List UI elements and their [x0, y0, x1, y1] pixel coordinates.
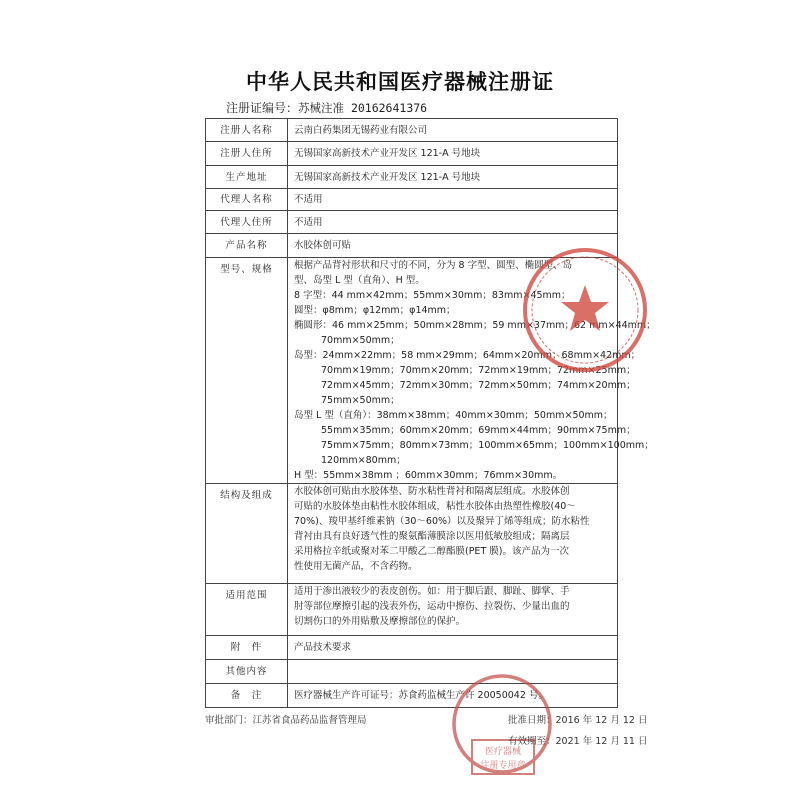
label-attachment: 附 件: [206, 636, 288, 660]
label-product-name: 产品名称: [206, 234, 288, 258]
scope-line: 适用于渗出液较少的表皮创伤。如：用于脚后跟、脚趾、脚掌、手: [294, 586, 570, 597]
value-production-address: 无锡国家高新技术产业开发区 121-A 号地块: [288, 166, 618, 189]
company-seal: [520, 245, 650, 375]
scope-line: 肘等部位摩擦引起的浅表外伤，运动中擦伤、拉裂伤、少量出血的: [294, 601, 570, 612]
row-scope: [206, 584, 618, 636]
models-line: 72mm×45mm；72mm×30mm；72mm×50mm；74mm×20mm；: [321, 380, 636, 391]
models-line: 75mm×75mm；80mm×73mm；100mm×65mm；100mm×100mm；: [321, 440, 654, 451]
structure-line: 性使用无菌产品，不含药物。: [294, 561, 418, 572]
structure-line: 水胶体创可贴由水胶体垫、防水粘性背衬和隔离层组成。水胶体创: [294, 486, 570, 497]
structure-line: 可贴的水胶体垫由粘性水胶体组成，粘性水胶体由热塑性橡胶(40～: [294, 501, 576, 512]
registration-seal: [450, 668, 554, 786]
valid-until: 有效期至：2021 年 12 月 11 日: [508, 736, 648, 747]
structure-line: 背衬由具有良好透气性的聚氨酯薄膜涂以医用低敏胶组成；隔离层: [294, 531, 570, 542]
models-line: 70mm×50mm；: [321, 335, 400, 346]
structure-line: 70%)、羧甲基纤维素钠（30～60%）以及聚异丁烯等组成；防水粘性: [294, 516, 590, 527]
row-agent-name: [206, 189, 618, 211]
row-registrant-address: [206, 142, 618, 166]
models-line: 8 字型：44 mm×42mm；55mm×30mm；83mm×45mm；: [294, 290, 571, 301]
approval-date: 批准日期：2016 年 12 月 12 日: [508, 715, 648, 726]
row-production-address: [206, 166, 618, 189]
models-line: 75mm×50mm；: [321, 395, 400, 406]
row-attachment: [206, 636, 618, 660]
label-agent-name: 代理人名称: [206, 189, 288, 211]
label-structure: 结构及组成: [206, 484, 288, 584]
value-attachment: 产品技术要求: [288, 636, 618, 660]
label-agent-address: 代理人住所: [206, 211, 288, 234]
models-line: 椭圆形：46 mm×25mm；50mm×28mm；59 mm×37mm；62 mm×44mm；: [294, 320, 656, 331]
value-agent-name: 不适用: [288, 189, 618, 211]
registration-table: [205, 118, 656, 708]
value-product-name: 水胶体创可贴: [288, 234, 618, 258]
row-agent-address: [206, 211, 618, 234]
label-other: 其他内容: [206, 660, 288, 684]
models-line: 岛型 L 型（直角）：38mm×38mm；40mm×30mm；50mm×50mm；: [294, 410, 613, 421]
models-line: 120mm×80mm；: [321, 455, 406, 466]
row-structure: [206, 484, 618, 584]
registration-number: [226, 99, 427, 116]
label-registrant-address: 注册人住所: [206, 142, 288, 166]
value-registrant-address: 无锡国家高新技术产业开发区 121-A 号地块: [288, 142, 618, 166]
value-remarks: 医疗器械生产许可证号：苏食药监械生产许 20050042 号。: [288, 684, 618, 708]
models-line: 55mm×35mm；60mm×20mm；69mm×44mm；90mm×75mm；: [321, 425, 636, 436]
label-production-address: 生产地址: [206, 166, 288, 189]
models-line: H 型：55mm×38mm ；60mm×30mm；76mm×30mm。: [294, 470, 563, 481]
reg-seal-text-2: 注册专用章: [480, 761, 526, 771]
models-line: 岛型：24mm×22mm；58 mm×29mm；64mm×20mm；68mm×42mm；: [294, 350, 641, 361]
value-agent-address: 不适用: [288, 211, 618, 234]
models-line: 圆型：φ8mm；φ12mm；φ14mm；: [294, 305, 456, 316]
row-remarks: [206, 684, 618, 708]
label-models: 型号、规格: [206, 258, 288, 484]
structure-line: 采用格拉辛纸或聚对苯二甲酸乙二醇酯膜(PET 膜)。该产品为一次: [294, 546, 569, 557]
value-scope: [288, 584, 618, 636]
seal-star: [561, 285, 609, 331]
approval-department: 审批部门：江苏省食品药品监督管理局: [205, 715, 367, 726]
value-structure: [288, 484, 618, 584]
registration-number-value: 苏械注准 20162641376: [298, 101, 428, 115]
models-line: 型、岛型 L 型（直角）、H 型。: [294, 275, 425, 286]
label-registrant-name: 注册人名称: [206, 119, 288, 142]
reg-seal-text-1: 医疗器械: [484, 747, 522, 757]
document-title: 中华人民共和国医疗器械注册证: [246, 69, 554, 94]
models-line: 70mm×19mm；70mm×20mm；72mm×19mm；72mm×25mm；: [321, 365, 636, 376]
label-remarks: 备 注: [206, 684, 288, 708]
scope-line: 切割伤口的外用贴敷及摩擦部位的保护。: [294, 616, 466, 627]
registration-number-label: 注册证编号：: [226, 101, 299, 115]
row-other: [206, 660, 618, 684]
models-line: 根据产品背衬形状和尺寸的不同，分为 8 字型、圆型、椭圆型、岛: [294, 260, 573, 271]
value-registrant-name: 云南白药集团无锡药业有限公司: [288, 119, 618, 142]
row-registrant-name: [206, 119, 618, 142]
label-scope: 适用范围: [206, 584, 288, 636]
